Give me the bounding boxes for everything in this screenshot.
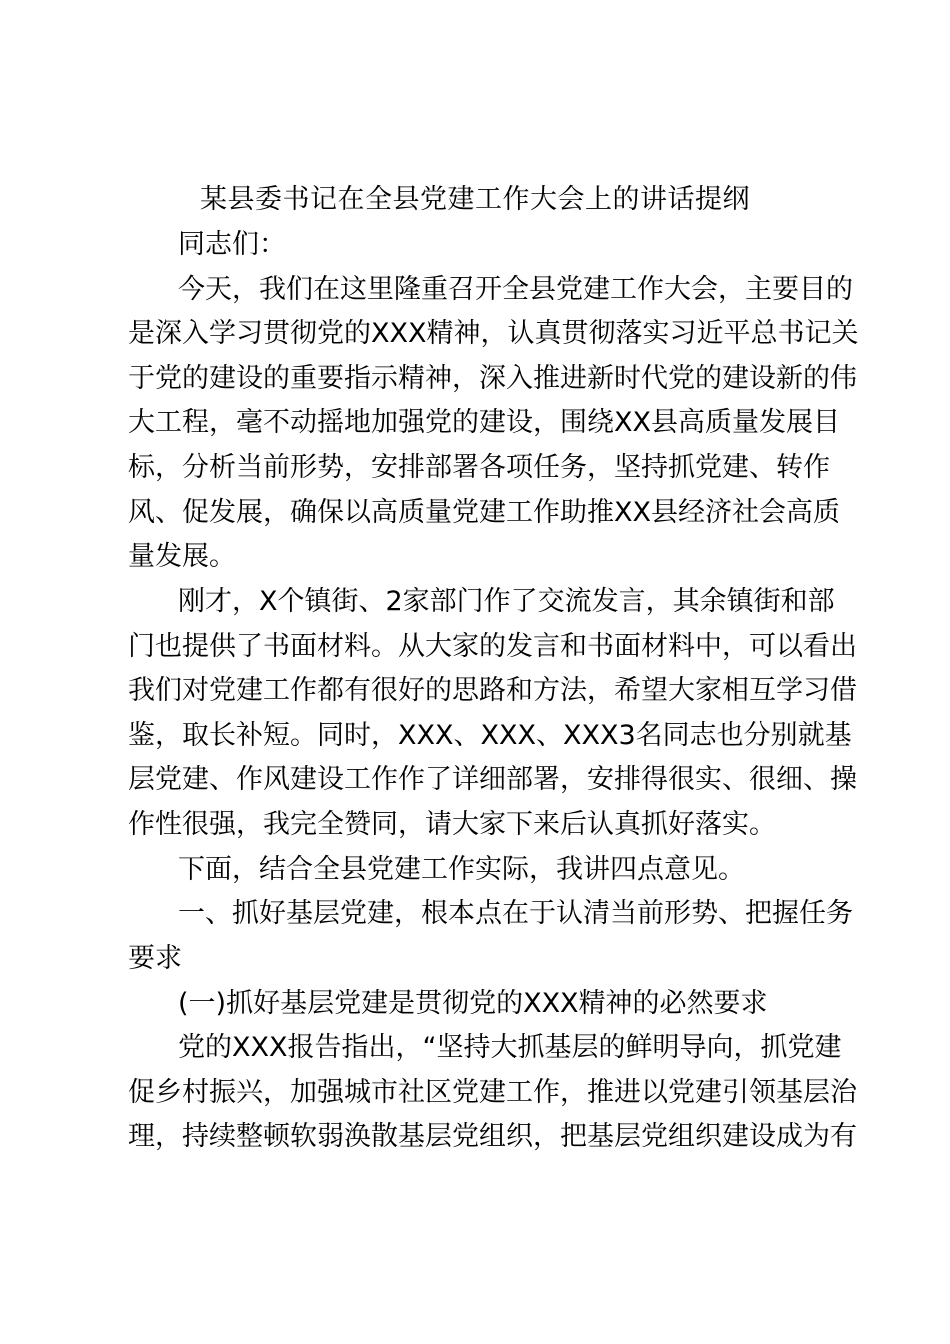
paragraph-line: 量发展。: [128, 541, 236, 572]
paragraph-line: 下面，结合全县党建工作实际，我讲四点意见。: [178, 854, 745, 885]
section-heading: 一、抓好基层党建，根本点在于认清当前形势、把握任务: [178, 898, 853, 929]
paragraph-line: 今天，我们在这里隆重召开全县党建工作大会，主要目的: [178, 274, 853, 305]
paragraph-line: 门也提供了书面材料。从大家的发言和书面材料中，可以看出: [128, 631, 857, 662]
paragraph-line: 促乡村振兴，加强城市社区党建工作，推进以党建引领基层治: [128, 1077, 857, 1108]
salutation: 同志们：: [178, 229, 286, 260]
paragraph-line: 刚才，X个镇街、2家部门作了交流发言，其余镇街和部: [178, 586, 835, 617]
paragraph-line: 党的XXX报告指出，“坚持大抓基层的鲜明导向，抓党建: [178, 1032, 842, 1063]
paragraph-line: 鉴，取长补短。同时，XXX、XXX、XXX3名同志也分别就基: [128, 720, 852, 751]
document-title: 某县委书记在全县党建工作大会上的讲话提纲: [200, 184, 750, 215]
paragraph-line: 大工程，毫不动摇地加强党的建设，围绕XX县高质量发展目: [128, 407, 840, 438]
paragraph-line: 层党建、作风建设工作作了详细部署，安排得很实、很细、操: [128, 764, 857, 795]
paragraph-line: 是深入学习贯彻党的XXX精神，认真贯彻落实习近平总书记关: [128, 318, 859, 349]
paragraph-line: 我们对党建工作都有很好的思路和方法，希望大家相互学习借: [128, 675, 857, 706]
paragraph-line: 标，分析当前形势，安排部署各项任务，坚持抓党建、转作: [128, 452, 830, 483]
paragraph-line: 作性很强，我完全赞同，请大家下来后认真抓好落实。: [128, 809, 776, 840]
paragraph-line: 理，持续整顿软弱涣散基层党组织，把基层党组织建设成为有: [128, 1121, 857, 1152]
subsection-heading: (一)抓好基层党建是贯彻党的XXX精神的必然要求: [178, 988, 768, 1019]
paragraph-line: 于党的建设的重要指示精神，深入推进新时代党的建设新的伟: [128, 363, 857, 394]
section-heading: 要求: [128, 943, 182, 974]
paragraph-line: 风、促发展，确保以高质量党建工作助推XX县经济社会高质: [128, 497, 840, 528]
